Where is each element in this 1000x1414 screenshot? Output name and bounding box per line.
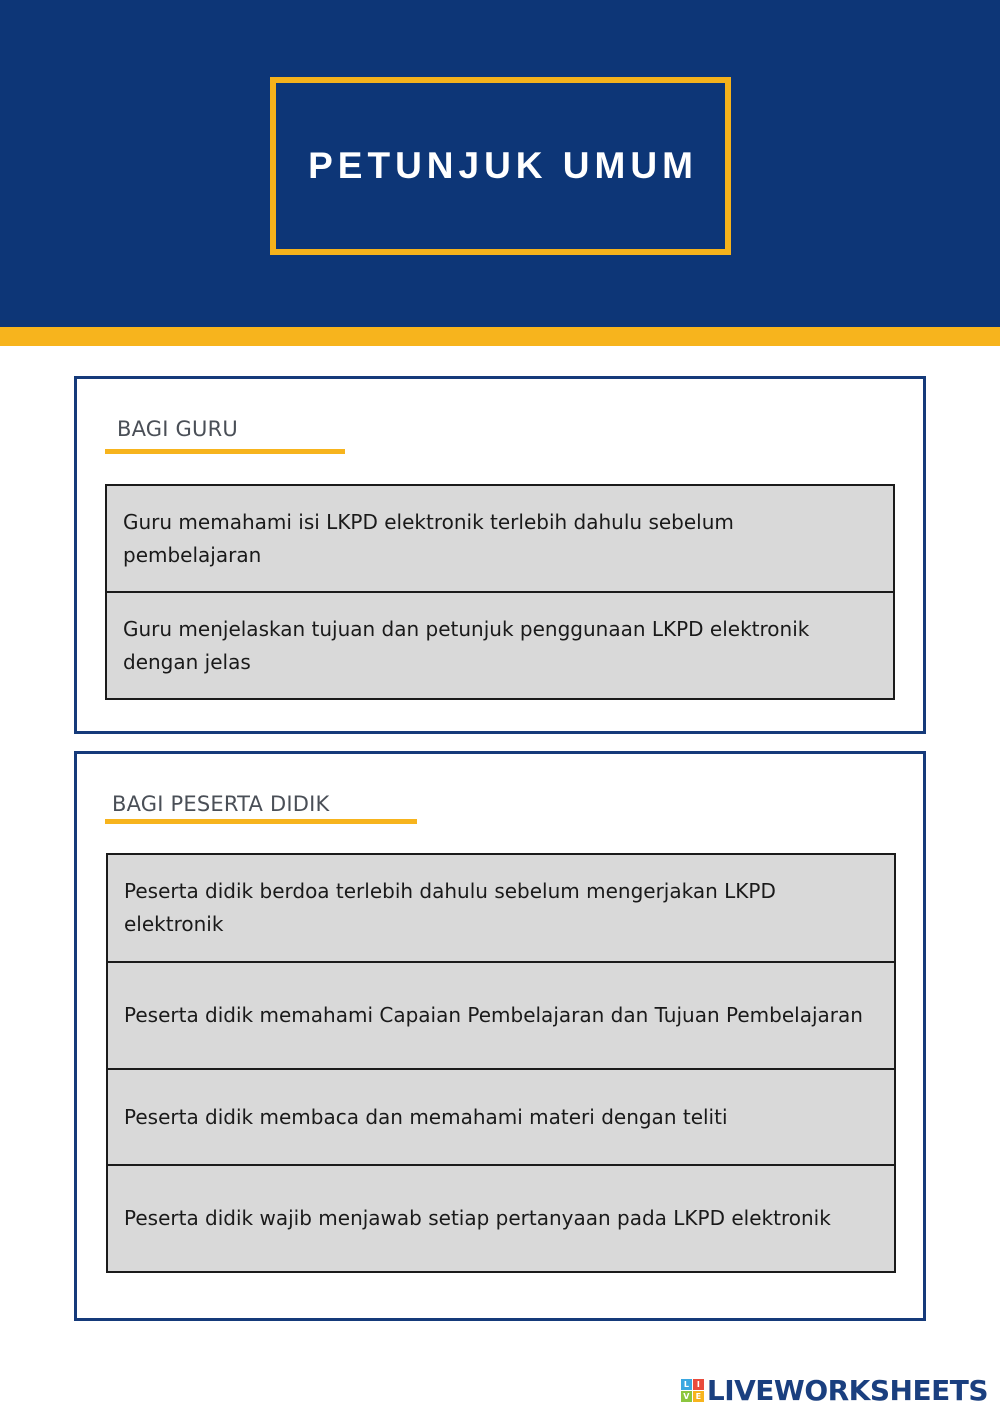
section-heading-guru: BAGI GURU [117,417,238,441]
logo-mark-letter: E [693,1391,704,1402]
list-item: Peserta didik memahami Capaian Pembelajaran dan Tujuan Pembelajaran [108,963,894,1070]
liveworksheets-logo [681,1374,988,1407]
guru-instruction-list [105,484,895,700]
header-accent-stripe [0,327,1000,346]
list-item: Guru menjelaskan tujuan dan petunjuk penggunaan LKPD elektronik dengan jelas [123,616,810,674]
section-bagi-peserta-didik [74,751,926,1321]
list-item: Peserta didik berdoa terlebih dahulu sebelum mengerjakan LKPD elektronik [108,855,894,963]
list-item: Peserta didik membaca dan memahami materi dengan teliti [108,1070,894,1166]
liveworksheets-logo-icon [681,1379,704,1402]
section-heading-peserta: BAGI PESERTA DIDIK [112,792,330,816]
list-item: Peserta didik wajib menjawab setiap pertanyaan pada LKPD elektronik [124,1206,831,1230]
section-heading-underline [105,819,417,824]
logo-mark-letter: V [681,1391,692,1402]
list-item: Guru memahami isi LKPD elektronik terlebih dahulu sebelum pembelajaran [107,486,893,593]
peserta-instruction-list [106,853,896,1273]
liveworksheets-logo-text: LIVEWORKSHEETS [706,1374,988,1407]
logo-mark-letter: I [693,1379,704,1390]
section-heading-underline [105,449,345,454]
logo-mark-letter: L [681,1379,692,1390]
header-banner [0,0,1000,327]
section-bagi-guru [74,376,926,734]
title-frame [270,77,731,255]
page-title: PETUNJUK UMUM [308,145,698,186]
